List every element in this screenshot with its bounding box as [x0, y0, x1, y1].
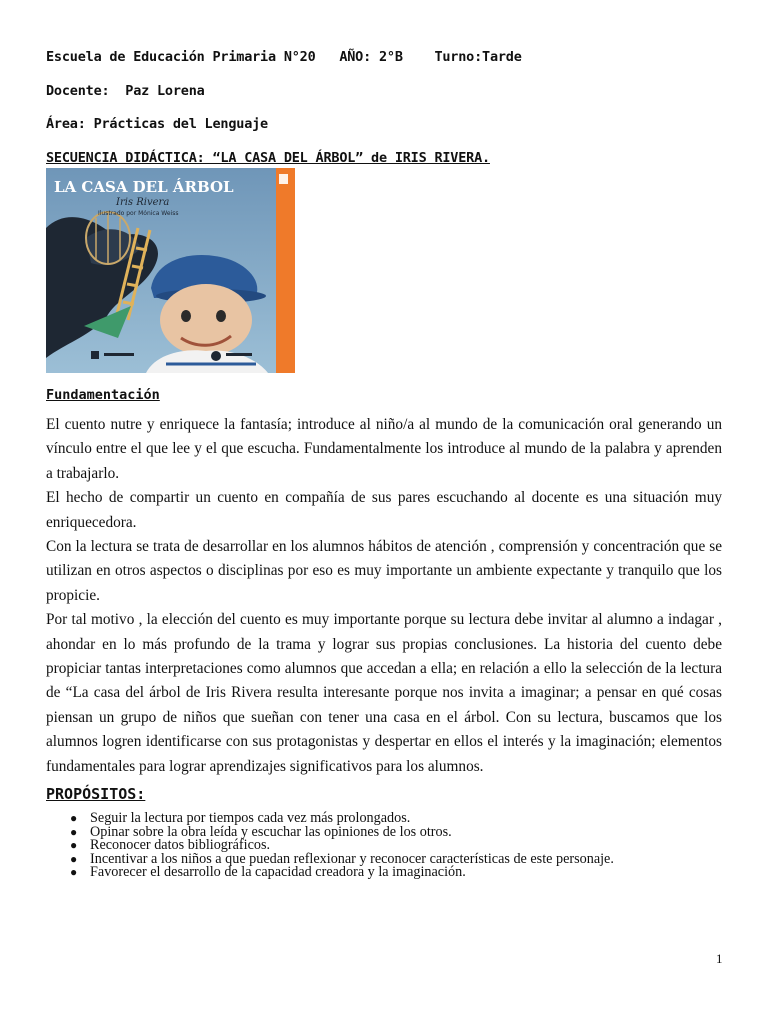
bullet-icon: ●: [70, 811, 78, 825]
bullet-icon: ●: [70, 824, 78, 839]
teacher-line: Docente: Paz Lorena: [46, 83, 205, 99]
list-item-text: Favorecer el desarrollo de la capacidad creadora y la imaginación.: [90, 864, 466, 880]
fundamentacion-paragraph-4: Por tal motivo , la elección del cuento es muy importante porque su lectura debe invitar al alumno a indagar , ahondar en lo más profundo de la trama y lograr sus propias conclusiones. La historia del cuento debe propiciar tantas interpretaciones como alumnos que accedan a ella; en relación a ello la selección de la lectura de “La casa del árbol de Iris Rivera resulta interesante porque nos invita a imaginar; a pensar en qué cosas piensan un grupo de niños que sueñan con tener una casa en el árbol. Con su lectura, buscamos que los alumnos logren identificarse con sus protagonistas y despertar en ellos el interés y la imaginación; elementos fundamentales para lograr aprendizajes significativos para los alumnos.: [46, 611, 722, 775]
bullet-icon: ●: [70, 865, 78, 879]
propositos-list: [46, 812, 706, 880]
page-number: 1: [716, 951, 723, 966]
propositos-heading: PROPÓSITOS:: [46, 785, 146, 803]
school-line: Escuela de Educación Primaria N°20 AÑO: 2°B Turno:Tarde: [46, 49, 522, 65]
book-cover-image: [46, 168, 295, 373]
fundamentacion-paragraph-3: Con la lectura se trata de desarrollar en los alumnos hábitos de atención , comprensión y concentración que se utilizan en otros aspectos o disciplinas por eso es muy importante un ambiente expectante y tranquilo que los propicie.: [46, 538, 722, 604]
area-line: Área: Prácticas del Lenguaje: [46, 116, 268, 132]
list-item-text: Incentivar a los niños a que puedan reflexionar y reconocer características de este personaje.: [90, 850, 614, 867]
list-item-text: Opinar sobre la obra leída y escuchar las opiniones de los otros.: [90, 823, 452, 840]
cover-author: Iris Rivera: [116, 197, 170, 208]
bullet-icon: ●: [70, 851, 78, 866]
list-item-text: Seguir la lectura por tiempos cada vez más prolongados.: [90, 810, 411, 826]
cover-title: LA CASA DEL ÁRBOL: [54, 178, 234, 196]
fundamentacion-heading: Fundamentación: [46, 387, 160, 403]
fundamentacion-paragraph-1: El cuento nutre y enriquece la fantasía; introduce al niño/a al mundo de la comunicación oral generando un vínculo entre el que lee y el que escucha. Fundamentalmente los introduce al mundo de la palabra y aprenden a trabajarlo.: [46, 416, 722, 482]
bullet-icon: ●: [70, 838, 78, 852]
fundamentacion-paragraph-2: El hecho de compartir un cuento en compañía de sus pares escuchando al docente es una situación muy enriquecedora.: [46, 489, 722, 531]
sequence-title: SECUENCIA DIDÁCTICA: “LA CASA DEL ÁRBOL” de IRIS RIVERA.: [46, 150, 490, 166]
cover-illustrator: Ilustrado por Mónica Weiss: [98, 210, 179, 217]
list-item-text: Reconocer datos bibliográficos.: [90, 837, 271, 853]
fundamentacion-body: [46, 413, 722, 779]
cover-spine: [276, 168, 295, 373]
list-item: [46, 866, 706, 880]
